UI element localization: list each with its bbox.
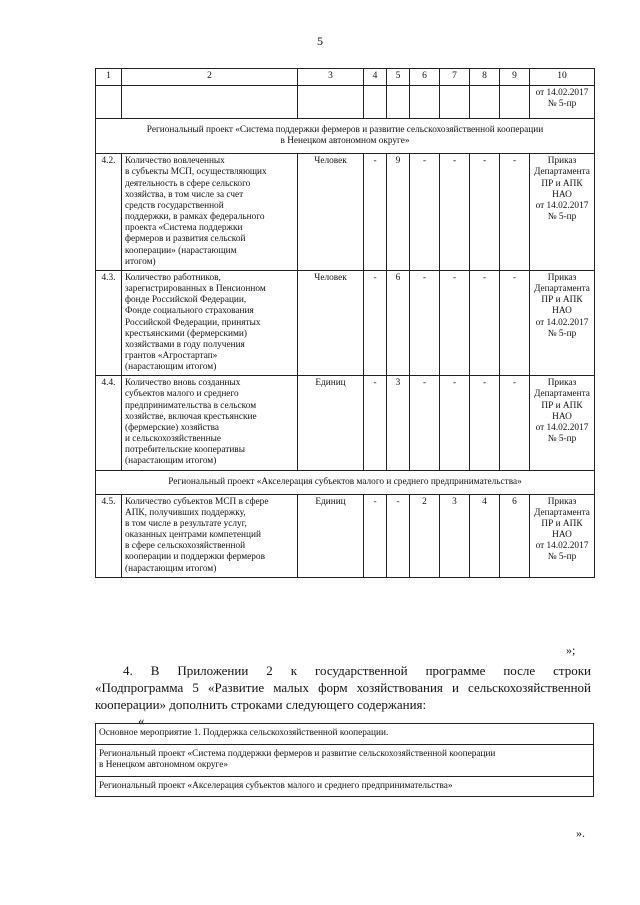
text-line: крестьянскими (фермерскими) [125,328,247,339]
text-line: фонде Российской Федерации, [125,295,247,306]
value-cell: - [364,154,387,271]
value-cell: - [470,376,500,470]
text-line: Региональный проект «Акселерация субъектов малого и среднего предпринимательства» [99,780,453,791]
text-line: от 14.02.2017 [535,88,589,98]
indicator-row [96,376,595,470]
text-line: кооперации и поддержки фермеров [125,552,265,563]
value-cell: - [470,270,500,375]
appendix-row [96,776,594,797]
text-line: поддержки, в рамках федерального [125,212,265,223]
value-cell: - [470,154,500,271]
unit-of-measure: Человек [298,154,364,271]
text-line: № 5-пр [547,212,577,223]
value-cell: - [440,376,470,470]
text-line: (фермерские) хозяйства [125,422,220,433]
text-line: Региональный проект «Система поддержки фермеров и развитие сельскохозяйственной кооперации [146,125,544,135]
text-line: от 14.02.2017 [535,422,589,433]
text-line: (нарастающим итогом) [125,362,217,373]
text-line: итогом) [125,256,156,267]
empty-cell [364,86,387,119]
document-ref-cell [530,270,595,375]
header-cell: 8 [470,69,500,86]
text-line: ПР и АПК [541,519,583,529]
header-cell: 10 [530,69,595,86]
empty-cell [122,86,298,119]
appendix-row-text [96,744,594,776]
text-line: Департамента [534,167,590,178]
paragraph-line: 4. В Приложении 2 к государственной программе после строки [123,663,591,678]
empty-cell [387,86,410,119]
header-cell: 1 [96,69,122,86]
indicator-row [96,494,595,577]
empty-cell [298,86,364,119]
text-line: (нарастающим итогом) [125,456,217,467]
text-line: ПР и АПК [541,295,583,306]
section-row-farmer-support [96,119,595,154]
text-line: АПК, получивших поддержку, [125,507,246,518]
text-line: Региональный проект «Система поддержки фермеров и развитие сельскохозяйственной кооперации [99,748,496,759]
text-line: НАО [552,530,572,541]
text-line: хозяйстве, включая крестьянские [125,411,257,422]
indicators-table [95,68,595,578]
header-row [96,69,595,86]
text-line: средств государственной [125,200,224,211]
text-line: НАО [552,411,572,422]
unit-of-measure: Единиц [298,494,364,577]
text-line: оказанных центрами компетенций [125,530,261,541]
document-ref-cell [530,376,595,470]
text-line: зарегистрированных в Пенсионном [125,284,266,295]
header-cell: 6 [410,69,440,86]
value-cell: - [440,154,470,271]
text-line: фермеров и развития сельской [125,234,246,245]
value-cell: - [500,270,530,375]
indicator-row [96,154,595,271]
text-line: предпринимательства в сельском [125,400,257,411]
text-line: Количество вновь созданных [125,378,241,389]
text-line: проекта «Система поддержки [125,223,243,234]
row-number: 4.2. [96,154,122,271]
indicator-name [122,270,298,375]
value-cell: 3 [387,376,410,470]
amendment-paragraph [95,662,591,713]
text-line: Российской Федерации, принятых [125,317,261,328]
value-cell: - [410,376,440,470]
value-cell: - [500,376,530,470]
indicator-row [96,270,595,375]
value-cell: - [364,270,387,375]
text-line: деятельность в сфере сельского [125,178,251,189]
text-line: в сфере сельскохозяйственной [125,541,246,552]
row-number: 4.4. [96,376,122,470]
value-cell: 9 [387,154,410,271]
continuation-row [96,86,595,119]
empty-cell [470,86,500,119]
value-cell: - [364,494,387,577]
text-line: НАО [552,306,572,317]
indicator-name [122,154,298,271]
text-line: Приказ [547,156,577,167]
text-line: Количество субъектов МСП в сфере [125,496,269,507]
closing-quote-2: ». [576,826,585,840]
text-line: субъектов малого и среднего [125,389,239,400]
paragraph-line: «Подпрограмма 5 «Развитие малых форм хозяйствования и сельскохозяйственной [95,680,591,695]
text-line: Количество работников, [125,272,221,283]
empty-cell [410,86,440,119]
section-title [96,470,595,494]
row-number: 4.5. [96,494,122,577]
text-line: Департамента [534,284,590,295]
text-line: Количество вовлеченных [125,156,225,167]
text-line: Фонде социального страхования [125,306,254,317]
text-line: Приказ [547,378,577,389]
text-line: Региональный проект «Акселерация субъектов малого и среднего предпринимательства» [168,476,522,487]
text-line: в Ненецком автономном округе» [280,136,410,147]
appendix-row [96,744,594,776]
section-title [96,119,595,154]
empty-cell [440,86,470,119]
text-line: от 14.02.2017 [535,541,589,552]
text-line: Основное мероприятие 1. Поддержка сельскохозяйственной кооперации. [99,728,389,738]
value-cell: - [387,494,410,577]
text-line: хозяйства, в том числе за счет [125,189,244,200]
text-line: № 5-пр [547,328,577,339]
text-line: в Ненецком автономном округе» [99,760,229,771]
unit-of-measure: Единиц [298,376,364,470]
text-line: грантов «Агростартап» [125,350,218,361]
text-line: и сельскохозяйственные [125,434,221,445]
appendix-row-text [96,724,594,745]
text-line: № 5-пр [547,434,577,445]
row-number: 4.3. [96,270,122,375]
value-cell: - [410,270,440,375]
appendix-row [96,724,594,745]
text-line: в субъекты МСП, осуществляющих [125,167,267,178]
appendix-2-rows-table [95,723,594,797]
text-line: Департамента [534,389,590,400]
text-line: № 5-пр [547,99,577,110]
text-line: от 14.02.2017 [535,317,589,328]
text-line: от 14.02.2017 [535,200,589,211]
document-ref-cell [530,86,595,119]
paragraph-line: кооперации» дополнить строками следующего содержания: [95,697,427,712]
text-line: ПР и АПК [541,178,583,189]
header-cell: 9 [500,69,530,86]
text-line: кооперации» (нарастающим [125,245,237,256]
header-cell: 4 [364,69,387,86]
document-ref-cell [530,494,595,577]
text-line: ПР и АПК [541,400,583,411]
unit-of-measure: Человек [298,270,364,375]
opening-quote: « [138,713,145,728]
value-cell: 3 [440,494,470,577]
header-cell: 5 [387,69,410,86]
document-ref-cell [530,154,595,271]
empty-cell [96,86,122,119]
value-cell: - [364,376,387,470]
value-cell: - [500,154,530,271]
appendix-row-text [96,776,594,797]
value-cell: - [440,270,470,375]
text-line: Департамента [534,507,590,518]
header-cell: 3 [298,69,364,86]
text-line: потребительские кооперативы [125,445,245,456]
text-line: Приказ [547,496,577,507]
value-cell: 4 [470,494,500,577]
header-cell: 2 [122,69,298,86]
value-cell: 6 [500,494,530,577]
indicator-name [122,494,298,577]
header-cell: 7 [440,69,470,86]
closing-quote-1: »; [566,643,576,657]
text-line: хозяйствами в году получения [125,339,245,350]
empty-cell [500,86,530,119]
value-cell: 6 [387,270,410,375]
value-cell: 2 [410,494,440,577]
page-number: 5 [317,34,323,48]
section-row-sme-acceleration [96,470,595,494]
value-cell: - [410,154,440,271]
text-line: НАО [552,189,572,200]
text-line: Приказ [547,272,577,283]
indicator-name [122,376,298,470]
text-line: № 5-пр [547,552,577,563]
text-line: (нарастающим итогом) [125,563,217,574]
text-line: в том числе в результате услуг, [125,519,247,529]
